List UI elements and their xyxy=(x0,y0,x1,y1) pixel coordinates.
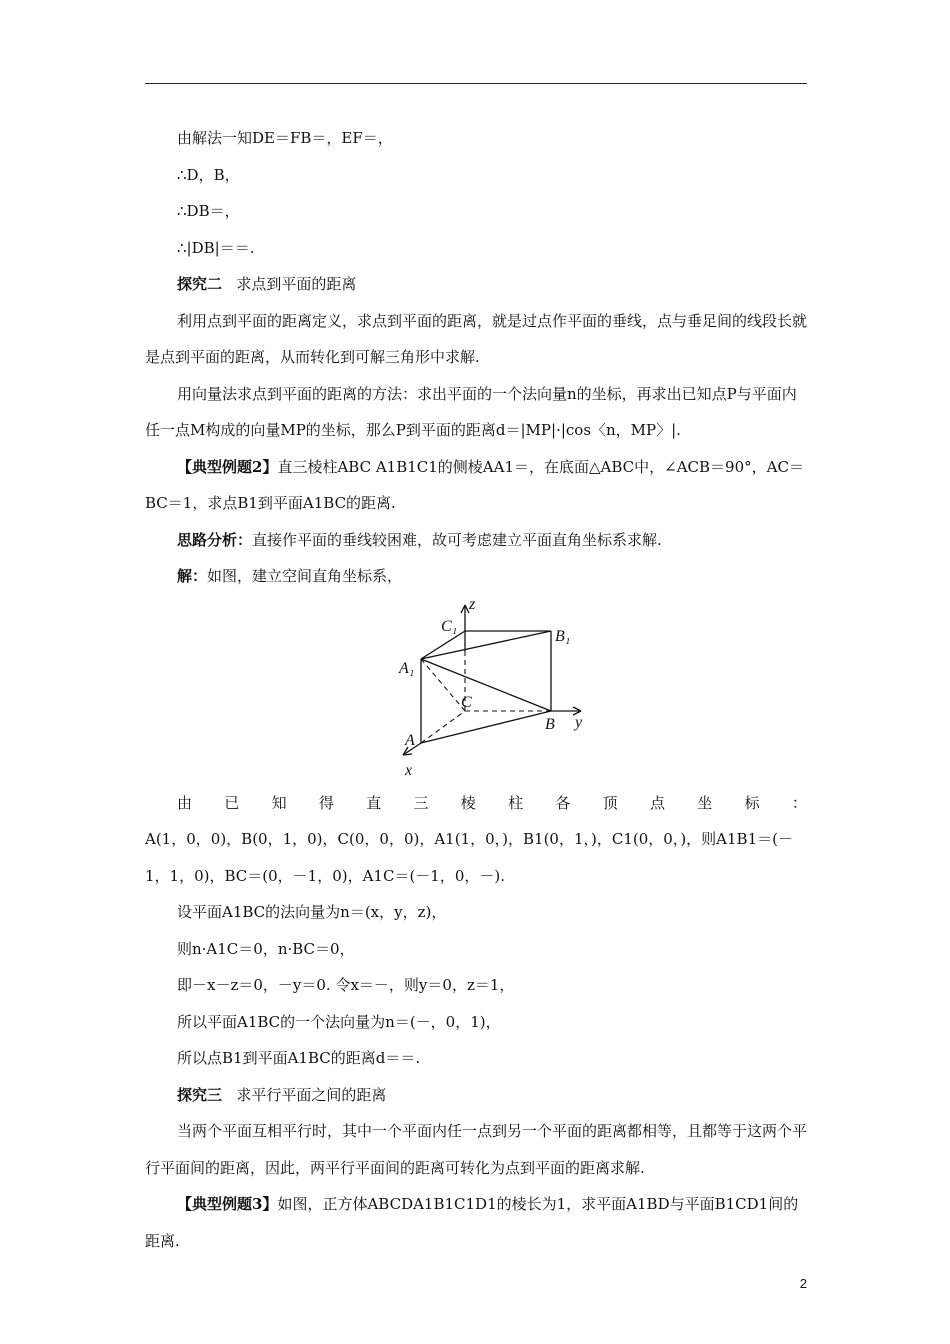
prism-figure xyxy=(145,595,807,785)
solution-label: 解： xyxy=(177,567,208,585)
analysis-label: 思路分析： xyxy=(177,530,253,549)
step-3: 即－x－z＝0，－y＝0. 令x＝－，则y＝0，z＝1， xyxy=(177,976,515,994)
example-2-tag: 【典型例题2】 xyxy=(177,457,278,476)
section-3-heading xyxy=(145,1077,807,1114)
section-3-title: 求平行平面之间的距离 xyxy=(236,1085,387,1104)
solution-line-4: ∴|DB|＝＝. xyxy=(177,238,255,257)
solution-line-3: ∴DB＝， xyxy=(177,202,240,220)
known-char: 知 xyxy=(271,793,287,812)
solution-text: 如图，建立空间直角坐标系， xyxy=(207,567,403,585)
known-char: 得 xyxy=(318,793,334,812)
known-char: 标 xyxy=(744,793,760,812)
step-2: 则n·A1C＝0，n·BC＝0， xyxy=(177,939,355,958)
solution-line-1: 由解法一知DE＝FB＝，EF＝， xyxy=(177,129,393,147)
known-char: 由 xyxy=(177,793,193,812)
label-c1: C₁ xyxy=(441,617,458,635)
known-char: 棱 xyxy=(460,793,476,812)
known-char: 三 xyxy=(413,793,429,812)
known-char: 点 xyxy=(649,793,665,812)
page-number: 2 xyxy=(799,1276,807,1291)
solution-line-2: ∴D，B， xyxy=(177,165,240,184)
analysis-text: 直接作平面的垂线较困难，故可考虑建立平面直角坐标系求解. xyxy=(252,530,662,549)
step-4: 所以平面A1BC的一个法向量为n＝(－，0，1)， xyxy=(177,1012,501,1031)
header-rule xyxy=(145,83,807,84)
label-b1: B₁ xyxy=(555,627,571,645)
label-a1: A₁ xyxy=(399,659,415,677)
known-char: 坐 xyxy=(697,793,713,812)
known-coords-intro xyxy=(145,785,807,822)
label-c: C xyxy=(461,693,472,711)
section-2-label: 探究二 xyxy=(177,275,223,293)
label-x: x xyxy=(405,761,413,779)
label-z: z xyxy=(469,595,476,613)
known-char: ： xyxy=(791,793,807,812)
edge-a-b xyxy=(421,711,551,743)
step-1: 设平面A1BC的法向量为n＝(x，y，z)， xyxy=(177,903,447,921)
coordinates-paragraph: A(1，0，0)，B(0，1，0)，C(0，0，0)，A1(1，0，)，B1(0，1，)，C1(0，0，)，则A1B1＝(－1，1，0)，BC＝(0，－1，0)，A1C＝(－1，0，－). xyxy=(145,830,793,885)
prism-diagram xyxy=(395,595,595,785)
label-b: B xyxy=(545,715,555,733)
step-5: 所以点B1到平面A1BC的距离d＝＝. xyxy=(177,1049,421,1067)
analysis xyxy=(145,522,807,559)
edge-a1-b xyxy=(421,659,551,711)
known-char: 各 xyxy=(555,793,571,812)
solution-intro xyxy=(145,558,807,595)
example-3-text: 如图，正方体ABCDA1B1C1D1的棱长为1，求平面A1BD与平面B1CD1间的距离. xyxy=(145,1195,799,1250)
known-char: 直 xyxy=(366,793,382,812)
section-2-paragraph-1: 利用点到平面的距离定义，求点到平面的距离，就是过点作平面的垂线，点与垂足间的线段长就是点到平面的距离，从而转化到可解三角形中求解. xyxy=(145,311,808,366)
known-char: 顶 xyxy=(602,793,618,812)
label-y: y xyxy=(575,713,583,731)
example-3 xyxy=(145,1186,807,1259)
section-2-title: 求点到平面的距离 xyxy=(236,275,357,293)
example-3-tag: 【典型例题3】 xyxy=(177,1195,278,1213)
example-2 xyxy=(145,449,807,522)
known-char: 已 xyxy=(224,793,240,812)
section-3-label: 探究三 xyxy=(177,1085,223,1104)
label-a: A xyxy=(405,731,415,749)
section-2-paragraph-2: 用向量法求点到平面的距离的方法：求出平面的一个法向量n的坐标，再求出已知点P与平面内任一点M构成的向量MP的坐标，那么P到平面的距离d＝|MP|·|cos〈n，MP〉|. xyxy=(145,384,797,439)
known-char: 柱 xyxy=(508,793,524,812)
page-content xyxy=(145,120,807,1259)
section-2-heading xyxy=(145,266,807,303)
example-2-text: 直三棱柱ABC A1B1C1的侧棱AA1＝，在底面△ABC中，∠ACB＝90°，AC＝BC＝1，求点B1到平面A1BC的距离. xyxy=(145,457,804,512)
edge-a1-c-hidden xyxy=(421,659,465,711)
section-3-paragraph-1: 当两个平面互相平行时，其中一个平面内任一点到另一个平面的距离都相等，且都等于这两个平行平面间的距离，因此，两平行平面间的距离可转化为点到平面的距离求解. xyxy=(145,1122,808,1177)
edge-a1-b1 xyxy=(421,631,551,659)
